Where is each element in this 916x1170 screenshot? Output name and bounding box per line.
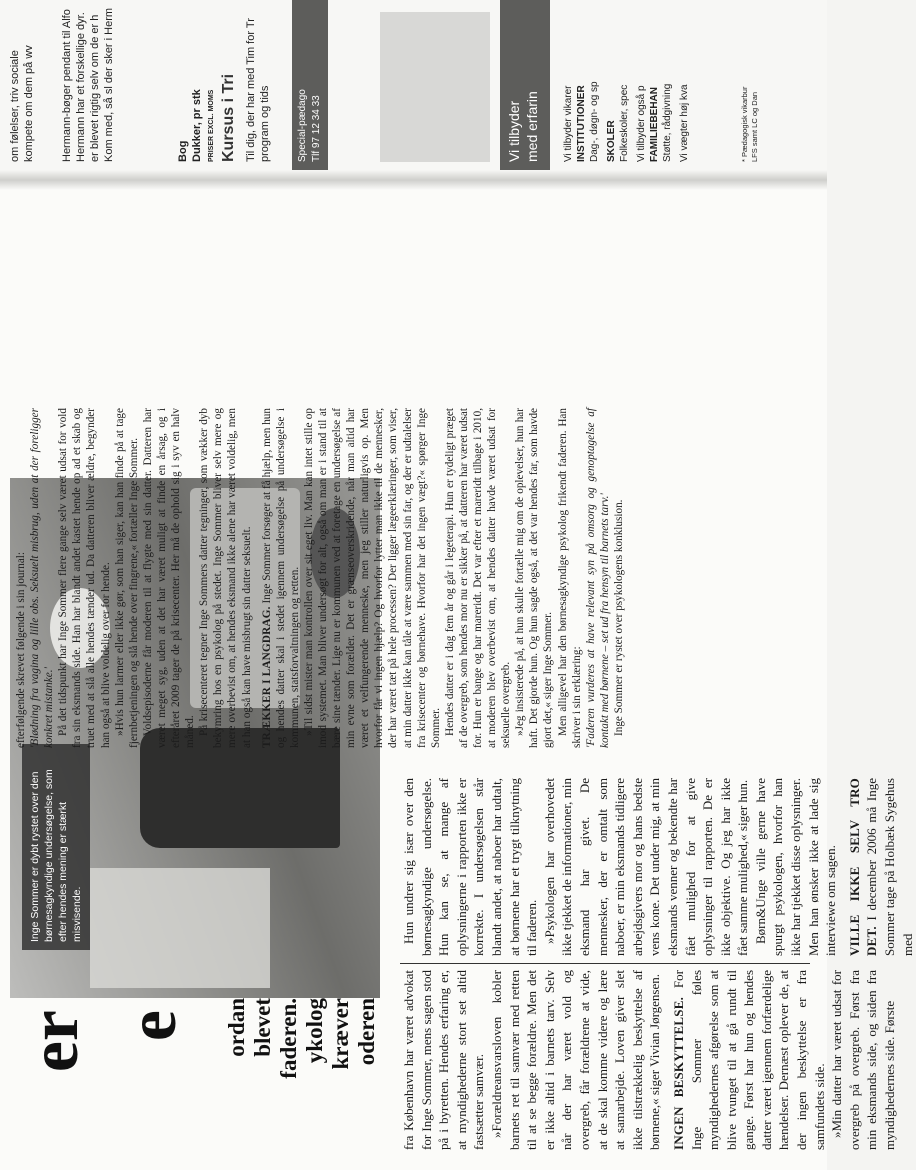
paragraph: Men alligevel har den børnesagkyndige psykolog frikendt faderen. Han skriver i sin erklæring: [556,408,583,748]
column-rule [400,963,810,964]
paragraph: »Psykologen har overhovedet ikke tjekket de informationer, min eksmand har givet. De mennesker, der er omtalt som naboer, er min eksmands tidligere arbejdsgivers mor og hans bedste vens kone. Det under mig, at min eksmands venner og bekendte har fået mulighed for at give oplysninger til rapporten. De er ikke objektive. Og jeg har ikke fået samme mulighed,« siger hun. [541,778,751,956]
article-column-1 [400,970,899,1150]
ad-foot-line: LFS samt LC og Dan [750,91,759,162]
paragraph: fra København har været advokat for Inge Sommer, mens sagen stod på i byretten. Hendes erfaring er, at myndighederne stort set altid fastsætter samvær. [401,969,487,1150]
article-column-2 [400,778,916,956]
ad-tagline-banner [500,0,550,170]
paragraph: »Min datter har været udsat for overgreb på overgreb. Først fra min eksmands side, og siden fra myndighedernes side. Første [829,970,898,1150]
ad-illustration [380,12,490,162]
paragraph: »Jeg insisterede på, at hun skulle fortælle mig om de oplevelser, hun har haft. Det gjorde hun. Og hun sagde også, at det var hendes far, som havde gjort det,« siger Inge Sommer. [514,408,555,748]
ad-text-2: Hermann-bøger pendant til Alfo Hermann har et forskellige dyr. er blevet rigtig selv om de er h Kom med, så sl der sker i Herm [61,7,115,162]
photo-caption: Inge Sommer er dybt rystet over den børnesagkyndige undersøgelse, som efter hendes mening er stærkt misvisende. [22,744,90,950]
headline-fragment-2: e [114,1010,191,1042]
paragraph: efterfølgende skrevet følgende i sin journal: [15,551,27,748]
ad-line: Støtte, rådgivning [662,83,673,162]
subheadline-line: blevet [250,998,275,1057]
ad-tagline: Vi tilbyder [506,100,522,162]
subheadline-block [224,998,380,1118]
ad-line: Vi vægter høj kva [679,84,690,162]
section-heading: TRÆKKER I LANGDRAG. [260,606,273,748]
ad-special-banner [292,0,328,170]
ad-bog-label: Bog [177,140,189,162]
headline-fragment-1: er [16,1010,93,1073]
subheadline-line: kræver [328,998,353,1070]
ad-line: Vi tilbyder vikarer [563,85,574,162]
ad-text-1: om følelser, triv sociale kompete om dem på wv [9,45,35,162]
statement-quote: 'Faderen vurderes at have relevant syn på omsorg og genoptagelse af kontakt med børnene – set ud fra hensyn til barnets tarv.' [584,408,611,748]
headline-block [16,1010,191,1160]
paragraph: Hun undrer sig især over den børnesagkyndige undersøgelse. Hun kan se, at mange af oplysningerne i rapporten ikke er korrekte. I undersøgelsen står blandt andet, at naboer har udtalt, at børnene har et trygt tilknytning til faderen. [401,778,540,956]
photo-shelf [90,868,270,988]
ad-line: INSTITUTIONER [576,85,587,162]
section-heading: VILLE IKKE SELV TRO DET. [846,778,880,956]
section-heading: INGEN BESKYTTELSE. [670,996,686,1150]
ad-kursus-text: Til dig, der har med Tim for Tr program og tids [245,18,271,162]
subheadline-line: oderen [354,998,379,1066]
ad-phone: Tlf 97 12 34 33 [311,95,322,162]
ad-line: FAMILIEBEHAN [649,87,660,162]
paragraph: I december 2006 må Inge Sommer tage på Holbæk Sygehus med [864,778,915,956]
paragraph: Inge Sommer er rystet over psykologens konklusion. [612,499,625,736]
paragraph: På det tidspunkt har Inge Sommer flere gange selv været udsat for vold fra sin eksmands side. Han har blandt andet kastet hende op ad et skab og truet med at slå alle hendes tænder ud. Da datteren bliver ældre, begynder han også at blive voldelig over for hende. [57,408,112,748]
ad-foot-line: * Pædagogisk vikarbur [740,86,749,162]
sidebar-ads [0,0,827,170]
paragraph: Inge Sommer forsøger at få hjælp, men hun og hendes datter skal i stedet igennem undersøgelse på undersøgelse i kommunen, statsforvaltningen og retten. [260,408,301,748]
ad-bog-line: Dukker, pr stk [191,89,203,162]
ad-line: Dag-, døgn- og sp [589,81,600,162]
subheadline-line: faderen. [276,998,301,1079]
ad-tagline: med erfarin [524,91,540,162]
paragraph: For Inge Sommer føles myndighedernes afgørelse som at blive tvunget til at gå rundt til gange. Først har hun og hendes datter været igennem forfærdelige hændelser. Dernæst oplever de, at der ingen beskyttelse er fra samfundets side. [670,970,827,1150]
ad-footnote [740,7,760,162]
paragraph: Voldsepisoderne får moderen til at flygte med sin datter. Datteren har været meget syg, uden at det har været muligt at finde en årsag, og i efteråret 2009 tager de på krisecenter. Her må de ophold sig i syv en halv måned. [141,408,197,748]
page-gutter [0,170,827,190]
ad-special-line: Special-pædago [297,89,308,162]
paragraph: Børn&Unge ville gerne have spurgt psykologen, hvorfor han ikke har tjekket disse oplysninger. Men han ønsker ikke at lade sig interviewe om sagen. [752,778,839,956]
paragraph: »Til sidst mister man kontrollen over sit eget liv. Man kan intet stille op imod systemet. Man bliver undersøgt for alt, også om man er i stand til at bære sine tænder. Lige nu er kommunen ved at foretage en undersøgelse af min evne som forælder. Det er grænseoverskridende, når man altid har været et velfungerende menneske, men jeg stiller naturligvis op. Men hvorfor får vi ingen hjælp? Og hvorfor lytter man ikke til de mennesker, der har været tæt på hele processen? Der ligger lægeerklæringer, som viser, at min datter ikke kan tåle at være sammen med sin far, og der er udtalelser fra krisecenter og børnehave. Hvorfor har det ingen vægt?« spørger Inge Sommer. [302,408,442,748]
paragraph: På krisecenteret tegner Inge Sommers datter tegninger, som vækker dyb bekymring hos en psykolog på stedet. Inge Sommer bliver selv mere og mere overbevist om, at hendes eksmand ikke alene har været voldelig, men at han også kan have misbrugt sin datter seksuelt. [198,408,253,748]
ad-line: Folkeskoler, spec [619,84,630,162]
ad-bog-price: PRISER EXCL. MOMS [208,89,215,162]
paragraph: »Hvis hun larmer eller ikke gør, som han siger, kan han finde på at tage fjernbetjeningen og slå hende over fingrene,« fortæller Inge Sommer. [113,408,140,748]
ad-service-list [562,7,691,162]
ad-line: SKOLER [606,120,617,162]
paragraph: »Forældreansvarsloven kobler barnets ret til samvær med retten til at se begge forældre. Men det er ikke altid i barnets tarv. Selv når der har været vold og overgreb, får forældrene at vide, at de skal komme videre og lære at samarbejde. Loven giver slet ikke tilstrækkelig beskyttelse af børnene,« siger Vivian Jørgensen. [488,970,663,1150]
ad-line: Vi tilbyder også p [636,85,647,162]
article-column-3 [14,408,626,748]
subheadline-line: ordan [224,998,249,1057]
journal-quote: 'Blødning fra vagina og lille obs. Seksuelt misbrug, uden at der foreligger konkret mistanke.' [29,408,56,748]
paragraph: Hendes datter er i dag fem år og går i legeterapi. Hun er tydeligt præget af de overgreb, som hendes mor nu er sikker på, at datteren har været udsat for. Hun er bange og har mareridt. Det var efter et mareridt tilbage i 2010, at moderen blev overbevist om, at hendes datter havde været udsat for seksuelle overgreb. [443,408,513,748]
subheadline-line: ykolog [302,998,327,1064]
ad-kursus-title: Kursus i Tri [220,73,237,162]
